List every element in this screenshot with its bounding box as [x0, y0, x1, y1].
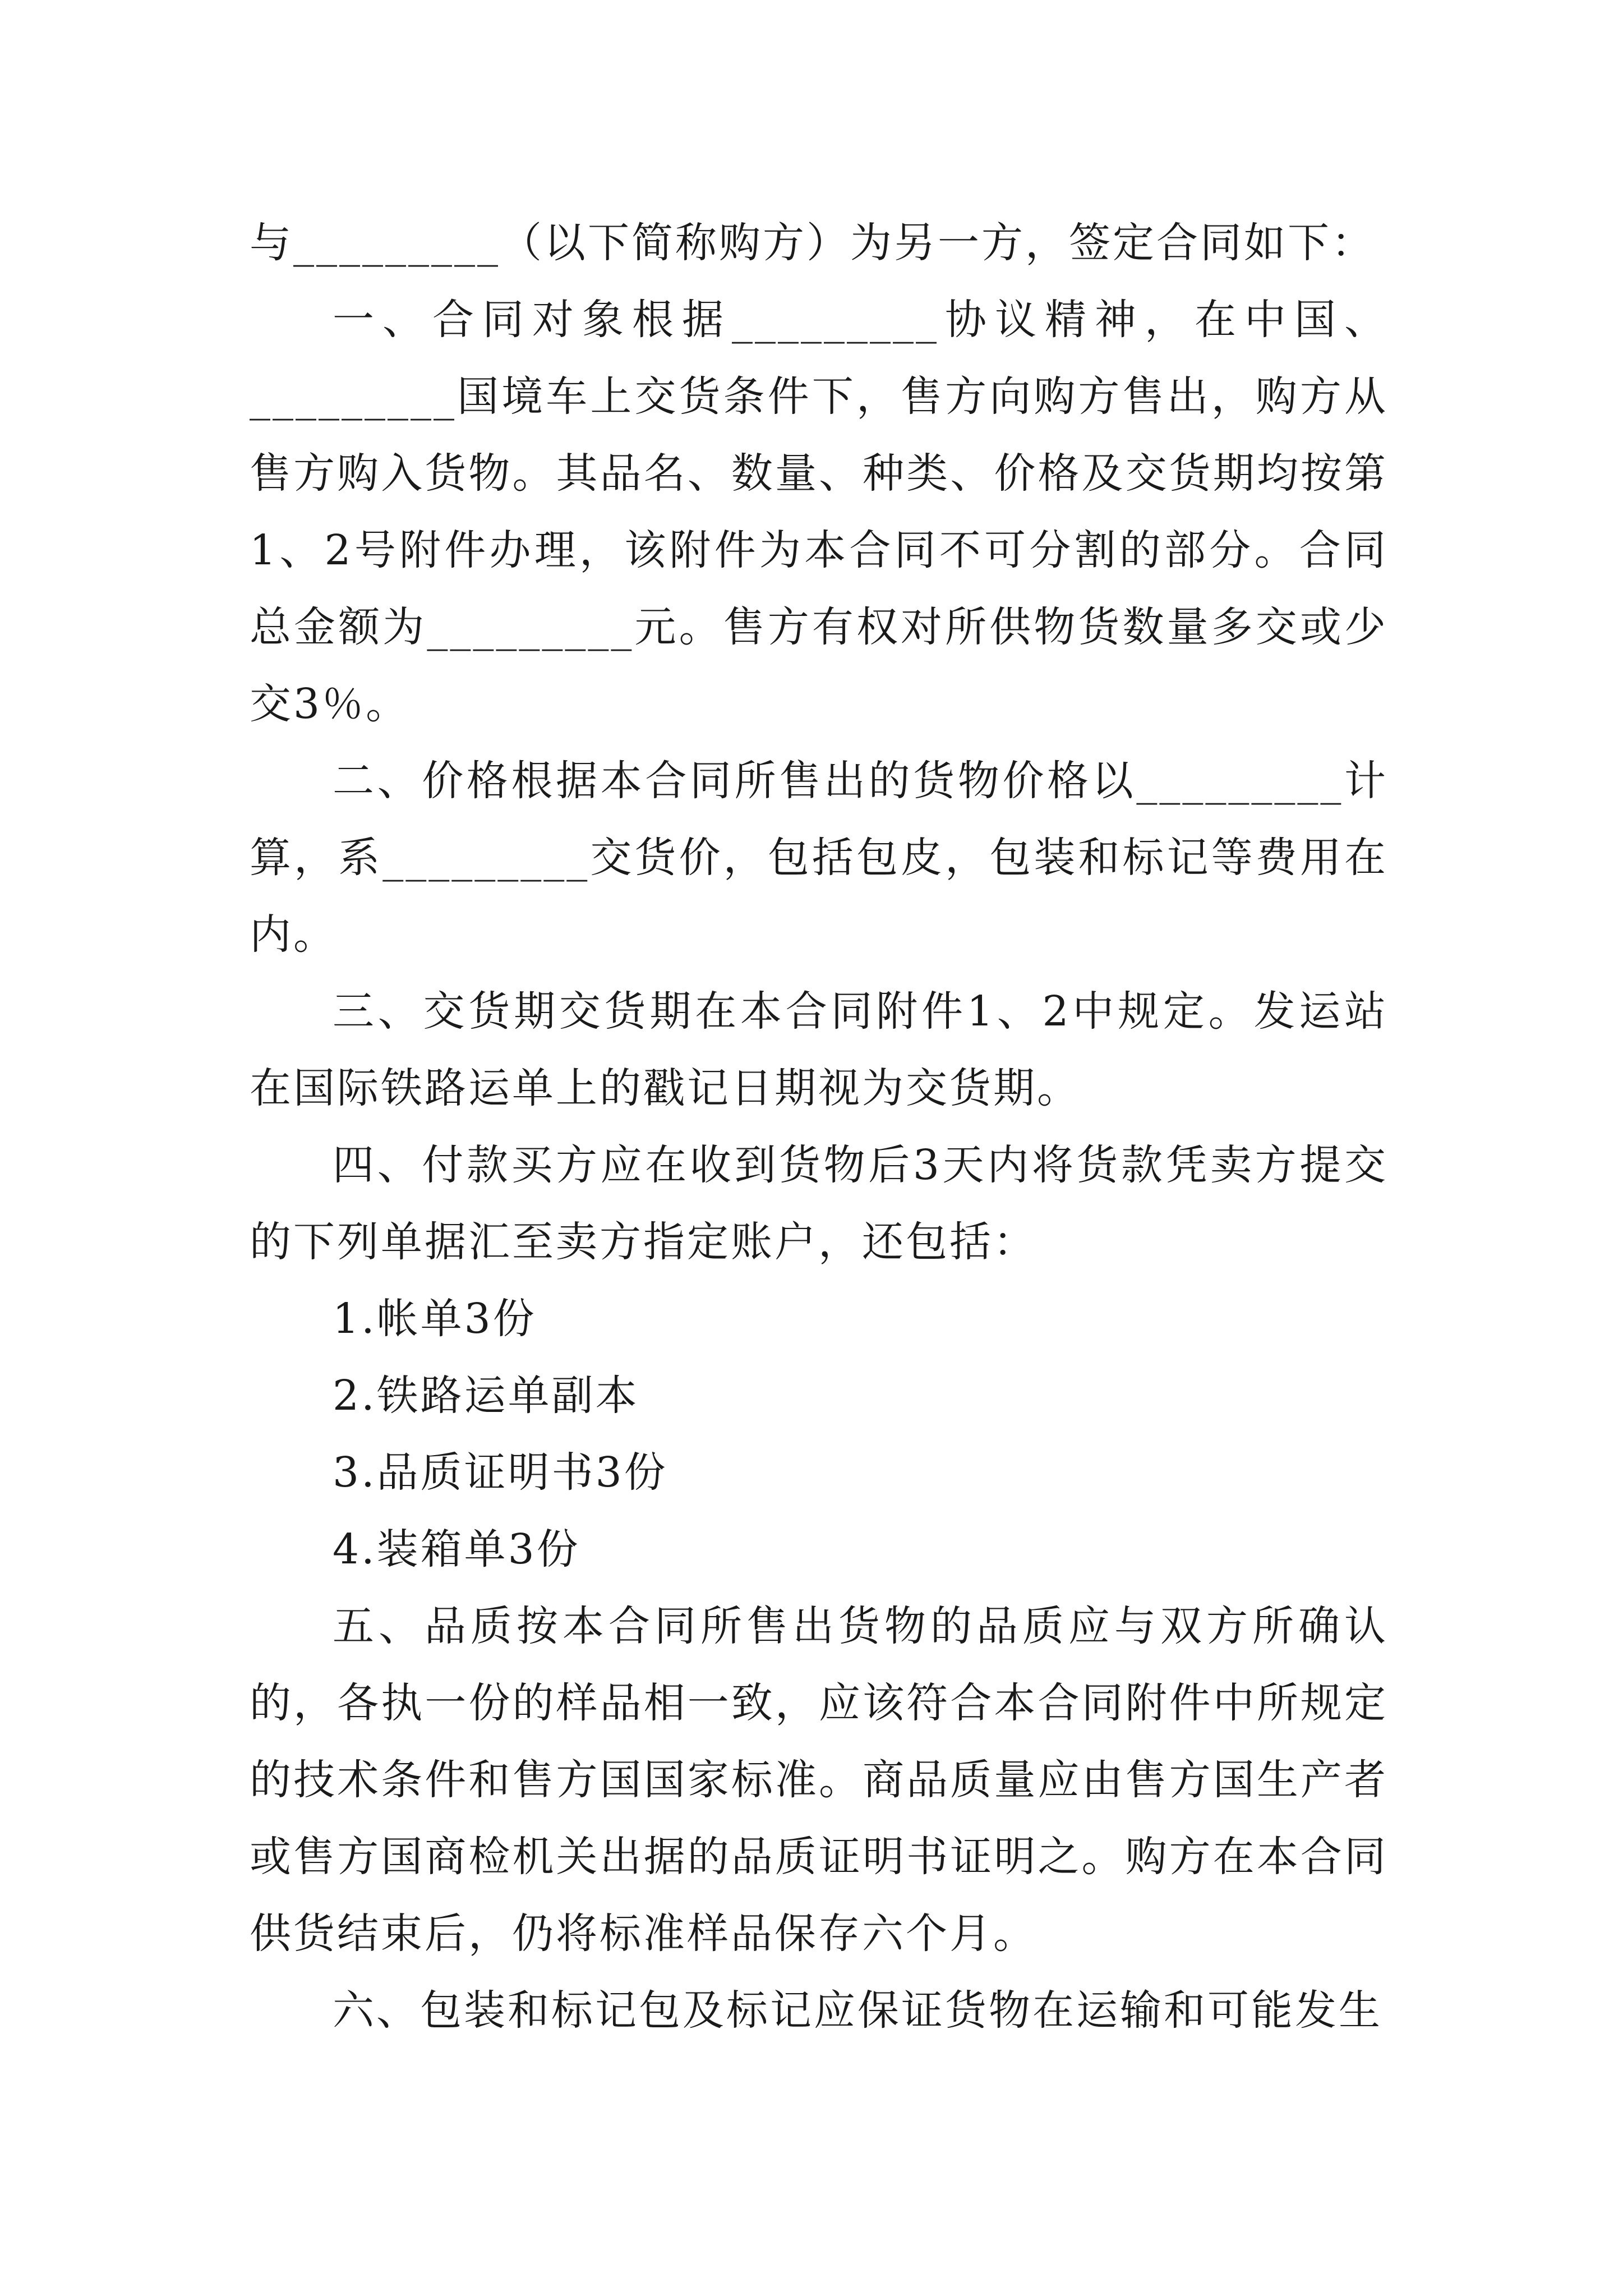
document-body [250, 205, 1388, 2049]
paragraph-parties: 与_________（以下简称购方）为另一方，签定合同如下： [250, 219, 1375, 267]
list-item-packing-list: 4.装箱单3份 [333, 1525, 580, 1573]
paragraph-delivery-period: 三、交货期交货期在本合同附件1、2中规定。发运站在国际铁路运单上的戳记日期视为交货期。 [250, 987, 1388, 1112]
paragraph-quality: 五、品质按本合同所售出货物的品质应与双方所确认的，各执一份的样品相一致，应该符合本合同附件中所规定的技术条件和售方国国家标准。商品质量应由售方国生产者或售方国商检机关出据的品质证明书证明之。购方在本合同供货结束后，仍将标准样品保存六个月。 [250, 1602, 1388, 1958]
paragraph-price: 二、价格根据本合同所售出的货物价格以_________计算，系_________交货价，包括包皮，包装和标记等费用在内。 [250, 757, 1388, 959]
list-item-quality-certificate: 3.品质证明书3份 [333, 1448, 668, 1497]
paragraph-contract-object: 一、合同对象根据_________协议精神，在中国、_________国境车上交货条件下，售方向购方售出，购方从售方购入货物。其品名、数量、种类、价格及交货期均按第1、2号附件办理，该附件为本合同不可分割的部分。合同总金额为_________元。售方有权对所供物货数量多交或少交3％。 [250, 296, 1388, 728]
paragraph-payment: 四、付款买方应在收到货物后3天内将货款凭卖方提交的下列单据汇至卖方指定账户，还包括： [250, 1141, 1388, 1266]
paragraph-packaging: 六、包装和标记包及标记应保证货物在运输和可能发生 [333, 1986, 1382, 2035]
list-item-railway-waybill: 2.铁路运单副本 [333, 1372, 639, 1420]
list-item-invoice: 1.帐单3份 [333, 1295, 537, 1343]
